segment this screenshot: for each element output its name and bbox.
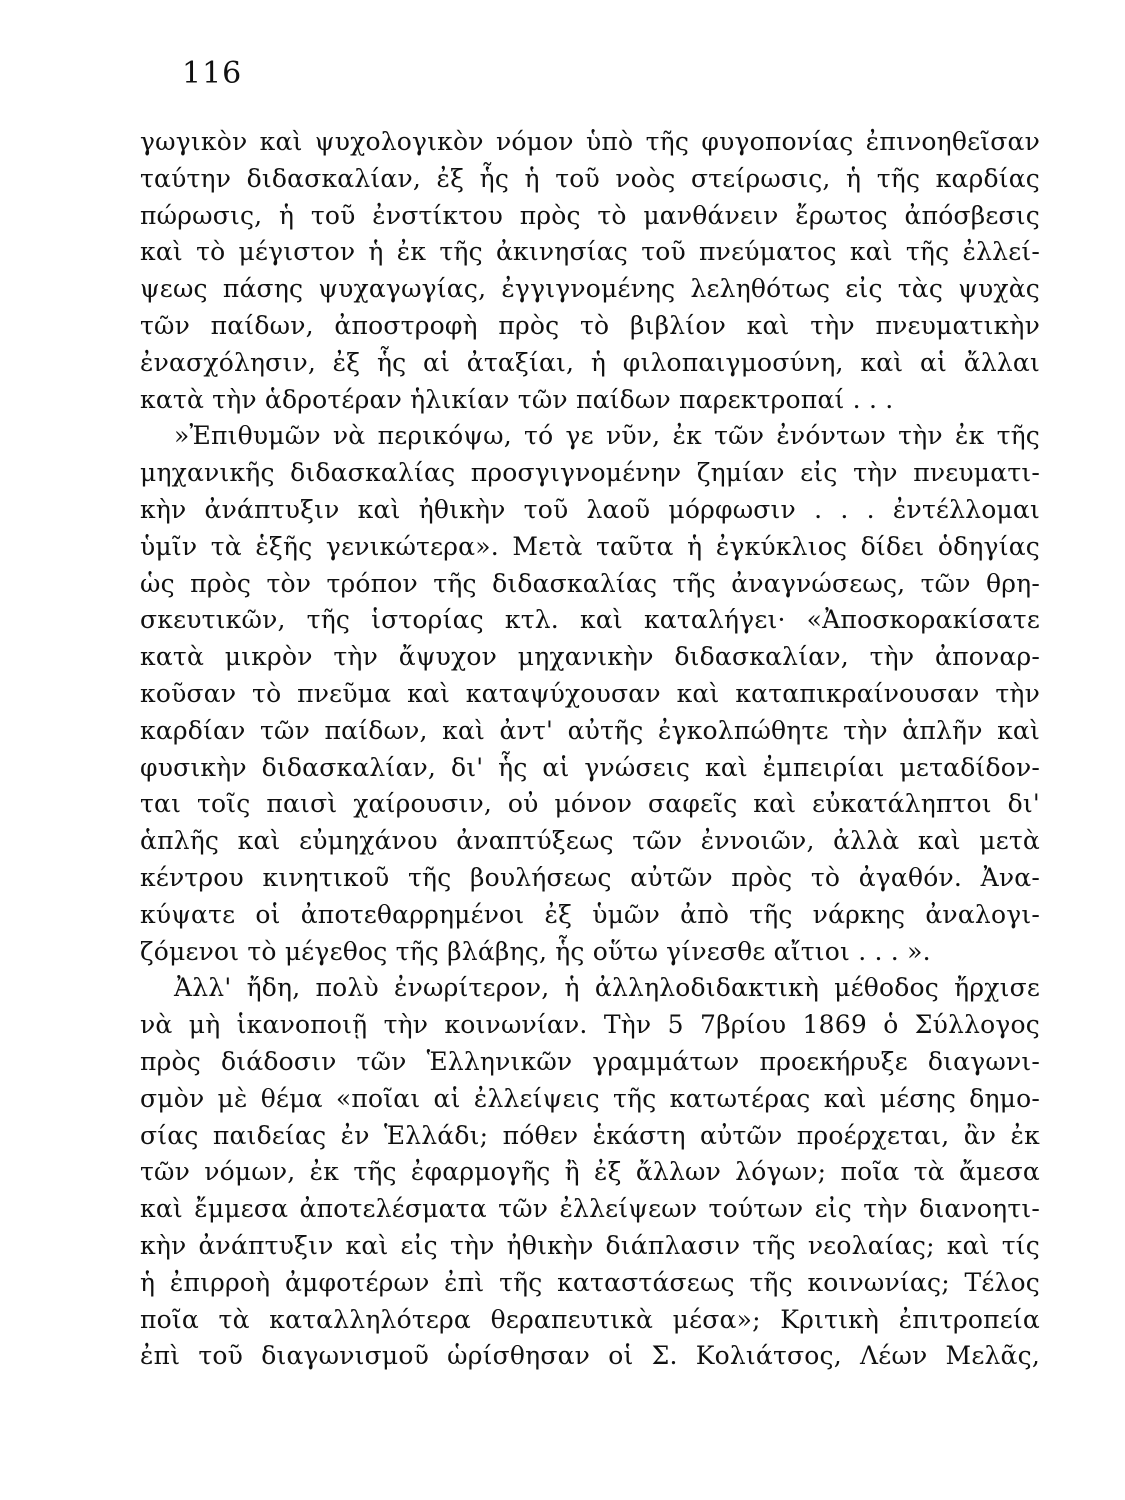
text-line: ψεως πάσης ψυχαγωγίας, ἐγγιγνομένης λεληθότως εἰς τὰς ψυχὰς bbox=[140, 274, 1040, 304]
text-line: φυσικὴν διδασκαλίαν, δι' ἧς αἱ γνώσεις καὶ ἐμπειρίαι μεταδίδον- bbox=[140, 752, 1040, 782]
text-line: γωγικὸν καὶ ψυχολογικὸν νόμον ὑπὸ τῆς φυγοπονίας ἐπινοηθεῖσαν bbox=[140, 127, 1040, 156]
text-line: ται τοῖς παισὶ χαίρουσιν, οὐ μόνον σαφεῖς καὶ εὐκατάληπτοι δι' bbox=[140, 789, 1040, 819]
text-line: σίας παιδείας ἐν Ἑλλάδι; πόθεν ἑκάστη αὐτῶν προέρχεται, ἂν ἐκ bbox=[140, 1120, 1040, 1150]
text-line: ζόμενοι τὸ μέγεθος τῆς βλάβης, ἧς οὕτω γίνεσθε αἴτιοι . . . ». bbox=[140, 936, 931, 966]
text-line: τῶν παίδων, ἀποστροφὴ πρὸς τὸ βιβλίον καὶ τὴν πνευματικὴν bbox=[140, 310, 1040, 340]
text-line: ταύτην διδασκαλίαν, ἐξ ἧς ἡ τοῦ νοὸς στείρωσις, ἡ τῆς καρδίας bbox=[140, 163, 1040, 193]
text-line: καὶ ἔμμεσα ἀποτελέσματα τῶν ἐλλείψεων τούτων εἰς τὴν διανοητι- bbox=[140, 1194, 1040, 1224]
text-line: ἁπλῆς καὶ εὐμηχάνου ἀναπτύξεως τῶν ἐννοιῶν, ἀλλὰ καὶ μετὰ bbox=[140, 826, 1040, 856]
text-line: κύψατε οἱ ἀποτεθαρρημένοι ἐξ ὑμῶν ἀπὸ τῆς νάρκης ἀναλογι- bbox=[140, 899, 1040, 929]
text-line: κὴν ἀνάπτυξιν καὶ εἰς τὴν ἠθικὴν διάπλασιν τῆς νεολαίας; καὶ τίς bbox=[140, 1230, 1040, 1260]
text-line: μηχανικῆς διδασκαλίας προσγιγνομένην ζημίαν εἰς τὴν πνευματι- bbox=[140, 458, 1040, 488]
text-line: κέντρου κινητικοῦ τῆς βουλήσεως αὐτῶν πρὸς τὸ ἀγαθόν. Ἀνα- bbox=[140, 862, 1040, 892]
text-line: κοῦσαν τὸ πνεῦμα καὶ καταψύχουσαν καὶ καταπικραίνουσαν τὴν bbox=[140, 678, 1040, 708]
page-number: 116 bbox=[182, 56, 243, 91]
text-line: ἐνασχόλησιν, ἐξ ἧς αἱ ἀταξίαι, ἡ φιλοπαιγμοσύνη, καὶ αἱ ἄλλαι bbox=[140, 347, 1040, 377]
text-line: ἐπὶ τοῦ διαγωνισμοῦ ὡρίσθησαν οἱ Σ. Κολιάτσος, Λέων Μελᾶς, bbox=[140, 1341, 1040, 1371]
text-line: ἡ ἐπιρροὴ ἀμφοτέρων ἐπὶ τῆς καταστάσεως τῆς κοινωνίας; Τέλος bbox=[140, 1267, 1040, 1297]
text-line: καὶ τὸ μέγιστον ἡ ἐκ τῆς ἀκινησίας τοῦ πνεύματος καὶ τῆς ἐλλεί- bbox=[140, 237, 1040, 267]
text-line: κὴν ἀνάπτυξιν καὶ ἠθικὴν τοῦ λαοῦ μόρφωσιν . . . ἐντέλλομαι bbox=[140, 494, 1040, 524]
text-line: τῶν νόμων, ἐκ τῆς ἐφαρμογῆς ἢ ἐξ ἄλλων λόγων; ποῖα τὰ ἄμεσα bbox=[140, 1157, 1040, 1187]
text-line: πώρωσις, ἡ τοῦ ἐνστίκτου πρὸς τὸ μανθάνειν ἔρωτος ἀπόσβεσις bbox=[140, 200, 1040, 230]
text-line: Ἀλλ' ἤδη, πολὺ ἐνωρίτερον, ἡ ἀλληλοδιδακτικὴ μέθοδος ἤρχισε bbox=[174, 973, 1040, 1003]
text-line: ὑμῖν τὰ ἑξῆς γενικώτερα». Μετὰ ταῦτα ἡ ἐγκύκλιος δίδει ὁδηγίας bbox=[140, 531, 1040, 561]
body-text bbox=[140, 124, 1040, 1375]
text-line: πρὸς διάδοσιν τῶν Ἑλληνικῶν γραμμάτων προεκήρυξε διαγωνι- bbox=[140, 1046, 1040, 1076]
text-line: καρδίαν τῶν παίδων, καὶ ἀντ' αὐτῆς ἐγκολπώθητε τὴν ἁπλῆν καὶ bbox=[140, 715, 1040, 745]
text-line: σμὸν μὲ θέμα «ποῖαι αἱ ἐλλείψεις τῆς κατωτέρας καὶ μέσης δημο- bbox=[140, 1083, 1040, 1113]
text-line: σκευτικῶν, τῆς ἱστορίας κτλ. καὶ καταλήγει· «Ἀποσκορακίσατε bbox=[140, 605, 1040, 635]
text-line: ποῖα τὰ καταλληλότερα θεραπευτικὰ μέσα»; Κριτικὴ ἐπιτροπεία bbox=[140, 1304, 1040, 1334]
text-line: κατὰ μικρὸν τὴν ἄψυχον μηχανικὴν διδασκαλίαν, τὴν ἀποναρ- bbox=[140, 642, 1040, 672]
text-line: νὰ μὴ ἱκανοποιῇ τὴν κοινωνίαν. Τὴν 5 7βρίου 1869 ὁ Σύλλογος bbox=[140, 1010, 1040, 1040]
text-line: »Ἐπιθυμῶν νὰ περικόψω, τό γε νῦν, ἐκ τῶν ἐνόντων τὴν ἐκ τῆς bbox=[174, 421, 1040, 451]
text-line: ὡς πρὸς τὸν τρόπον τῆς διδασκαλίας τῆς ἀναγνώσεως, τῶν θρη- bbox=[140, 568, 1040, 598]
text-line: κατὰ τὴν ἁδροτέραν ἡλικίαν τῶν παίδων παρεκτροπαί . . . bbox=[140, 384, 894, 414]
